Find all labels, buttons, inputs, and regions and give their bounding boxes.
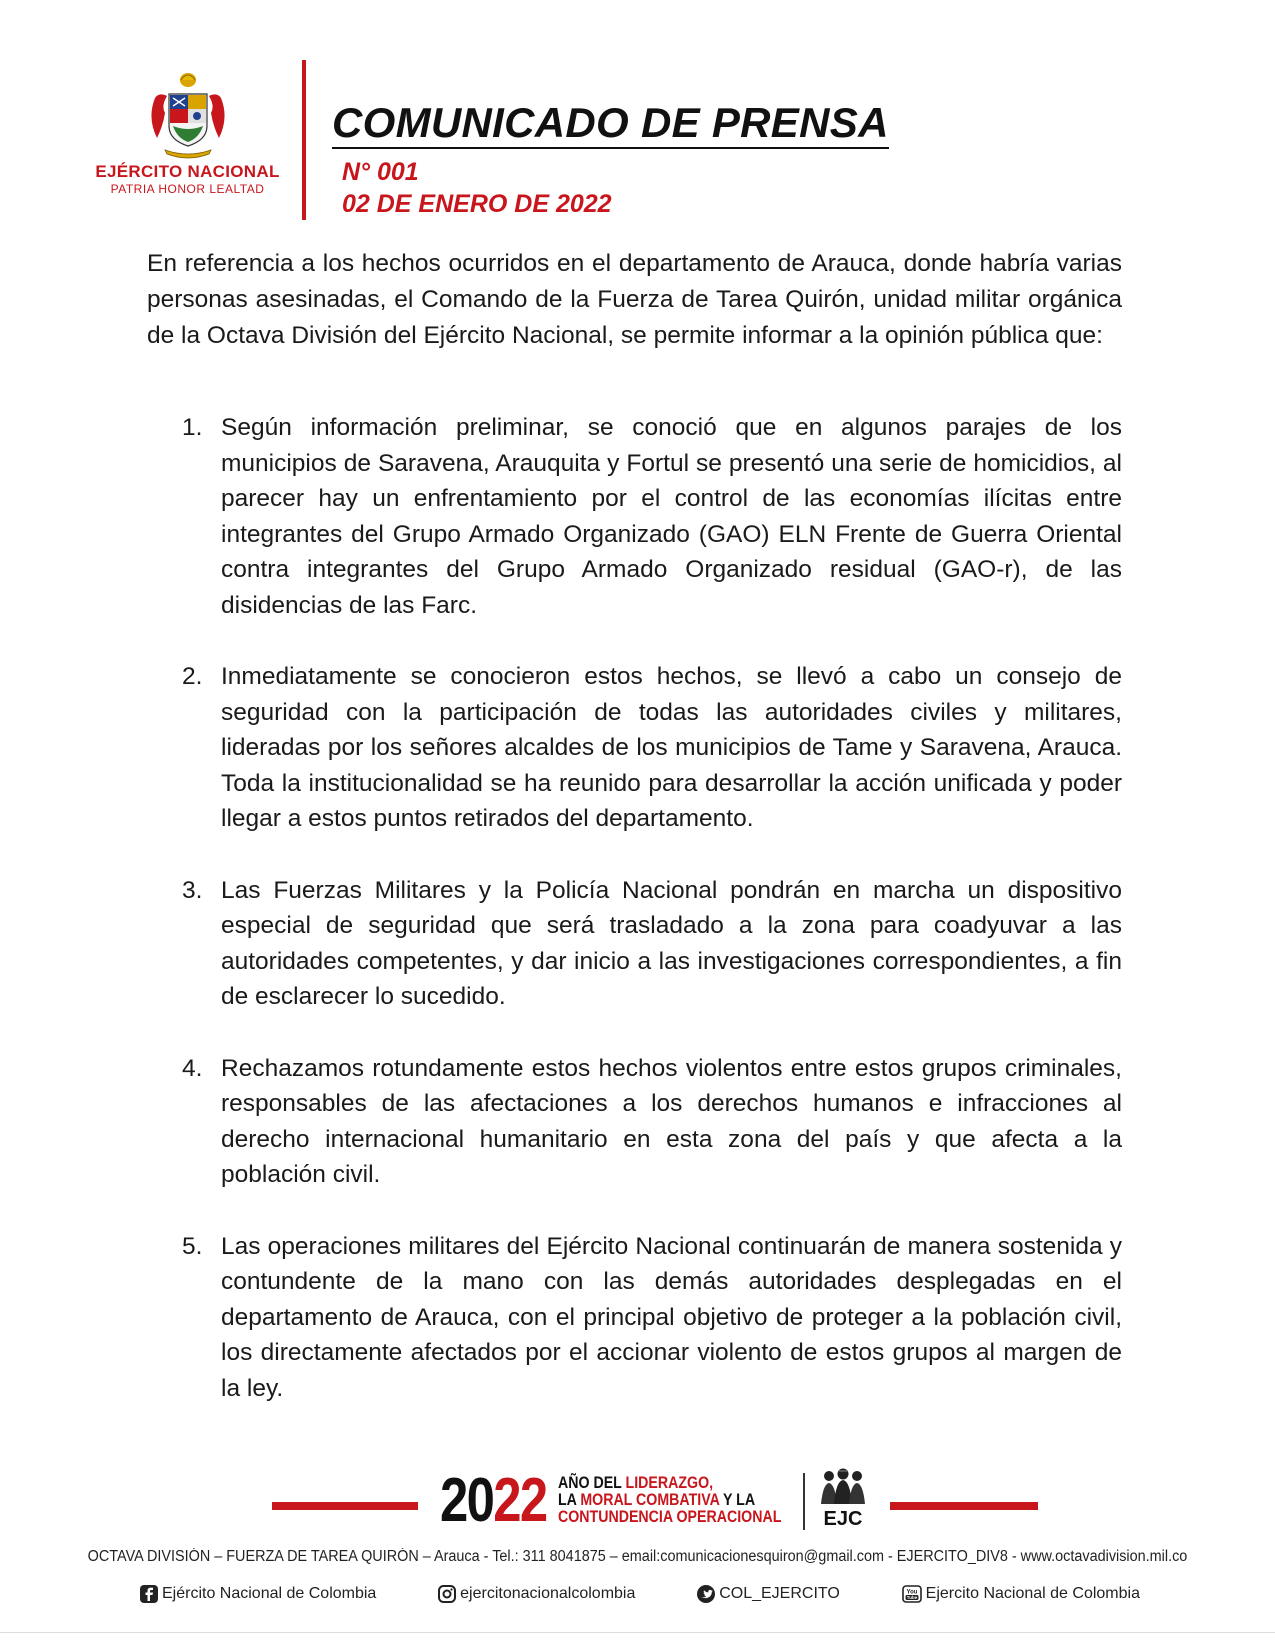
- footer-separator: [803, 1473, 805, 1530]
- page-title: COMUNICADO DE PRENSA: [332, 100, 889, 149]
- list-item-text: Las operaciones militares del Ejército Nacional continuarán de manera sostenida y contundente de la mano con las demás autoridades desplegadas en el departamento de Arauca, con el principal objetivo de proteger a la población civil, los directamente afectados por el accionar violento de estos grupos al margen de la ley.: [221, 1232, 1122, 1402]
- list-item-text: Según información preliminar, se conoció que en algunos parajes de los municipios de Saravena, Arauquita y Fortul se presentó una serie de homicidios, al parecer hay un enfrentamiento por el control de las economías ilícitas entre integrantes del Grupo Armado Organizado (GAO) ELN Frente de Guerra Oriental contra integrantes del Grupo Armado Organizado residual (GAO-r), de las disidencias de las Farc.: [221, 414, 1122, 619]
- year-part-a: 20: [440, 1466, 494, 1535]
- contact-line: OCTAVA DIVISIÓN – FUERZA DE TAREA QUIRÓN – Arauca - Tel.: 311 8041875 – email:comunicacionesquiron@gmail.com - EJERCITO_DIV8 - www.octavadivision.mil.co: [87, 1548, 1188, 1565]
- ejc-text: EJC: [823, 1508, 863, 1530]
- footer-red-line-right: [890, 1502, 1038, 1510]
- social-label: COL_EJERCITO: [719, 1585, 840, 1602]
- ejc-logo: [810, 1468, 876, 1529]
- slogan-text: LIDERAZGO,: [625, 1474, 714, 1492]
- list-item: [147, 873, 1122, 1015]
- instagram-icon: [438, 1585, 456, 1603]
- social-facebook[interactable]: [140, 1585, 376, 1603]
- list-item: [147, 1051, 1122, 1193]
- social-youtube[interactable]: [902, 1585, 1140, 1603]
- slogan-text: Y LA: [719, 1491, 756, 1509]
- org-name: EJÉRCITO NACIONAL: [95, 162, 280, 181]
- list-item-number: 5.: [182, 1232, 203, 1260]
- year-banner: [440, 1466, 547, 1535]
- numbered-list: [147, 410, 1122, 1406]
- social-instagram[interactable]: [438, 1585, 635, 1603]
- facebook-icon: [140, 1585, 158, 1603]
- year-part-b: 22: [493, 1466, 547, 1535]
- coat-of-arms-icon: [143, 68, 233, 160]
- list-item-text: Rechazamos rotundamente estos hechos violentos entre estos grupos criminales, responsables de las afectaciones a los derechos humanos e infracciones al derecho internacional humanitario en esta zona del país y que afecta a la población civil.: [221, 1054, 1122, 1188]
- bottom-border: [0, 1632, 1275, 1633]
- svg-text:You: You: [906, 1589, 918, 1596]
- org-motto: PATRIA HONOR LEALTAD: [110, 182, 265, 196]
- footer-red-line-left: [272, 1502, 418, 1510]
- slogan-text: AÑO DEL: [558, 1474, 626, 1492]
- svg-text:Tube: Tube: [906, 1595, 917, 1600]
- soldiers-icon: [813, 1468, 873, 1506]
- list-item-text: Las Fuerzas Militares y la Policía Nacional pondrán en marcha un dispositivo especial de seguridad que será trasladado a la zona para coadyuvar a las autoridades competentes, y dar inicio a las investigaciones correspondientes, a fin de esclarecer lo sucedido.: [221, 876, 1122, 1010]
- list-item: [147, 410, 1122, 623]
- social-label: Ejercito Nacional de Colombia: [925, 1585, 1140, 1602]
- social-label: Ejército Nacional de Colombia: [162, 1585, 377, 1602]
- social-twitter[interactable]: [697, 1585, 840, 1603]
- slogan-text: MORAL COMBATIVA: [580, 1491, 720, 1509]
- list-item-text: Inmediatamente se conocieron estos hechos, se llevó a cabo un consejo de seguridad con la participación de todas las autoridades civiles y militares, lideradas por los señores alcaldes de los municipios de Tame y Saravena, Arauca. Toda la institucionalidad se ha reunido para desarrollar la acción unificada y poder llegar a estos puntos retirados del departamento.: [221, 663, 1122, 832]
- slogan-text: CONTUNDENCIA OPERACIONAL: [558, 1508, 782, 1526]
- army-logo: [80, 68, 295, 196]
- intro-paragraph: En referencia a los hechos ocurridos en el departamento de Arauca, donde habría varias personas asesinadas, el Comando de la Fuerza de Tarea Quirón, unidad militar orgánica de la Octava División del Ejército Nacional, se permite informar a la opinión pública que:: [147, 250, 1122, 349]
- youtube-icon: [902, 1585, 922, 1603]
- communique-date: 02 DE ENERO DE 2022: [342, 190, 612, 218]
- list-item-number: 2.: [182, 663, 203, 690]
- year-slogan: [558, 1475, 781, 1526]
- list-item: [147, 1229, 1122, 1407]
- social-links: [140, 1585, 1140, 1603]
- twitter-icon: [697, 1585, 715, 1603]
- list-item-number: 4.: [182, 1054, 203, 1082]
- header-divider: [302, 60, 306, 220]
- list-item-number: 1.: [182, 414, 203, 441]
- list-item: [147, 659, 1122, 837]
- list-item-number: 3.: [182, 876, 203, 904]
- social-label: ejercitonacionalcolombia: [460, 1585, 636, 1602]
- communique-number: N° 001: [342, 158, 419, 186]
- slogan-text: LA: [558, 1491, 581, 1509]
